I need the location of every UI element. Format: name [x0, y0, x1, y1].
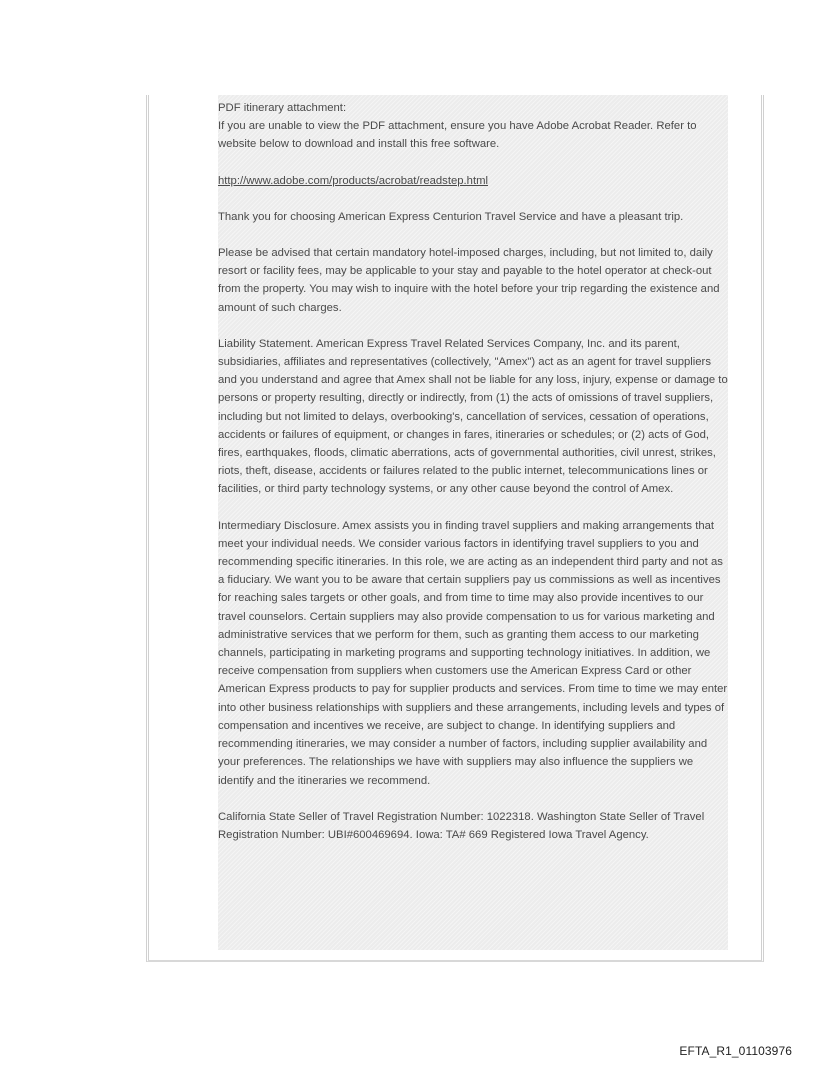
adobe-download-link[interactable]: http://www.adobe.com/products/acrobat/readstep.html [218, 174, 489, 187]
registration-numbers: California State Seller of Travel Registration Number: 1022318. Washington State Seller of Travel Registration Number: UBI#600469694. Iowa: TA# 669 Registered Iowa Travel Agency. [218, 810, 705, 841]
email-body [218, 95, 728, 950]
document-id: EFTA_R1_01103976 [679, 1044, 792, 1058]
pdf-attachment-heading: PDF itinerary attachment: [218, 102, 347, 114]
pdf-instructions: If you are unable to view the PDF attachment, ensure you have Adobe Acrobat Reader. Refer to website below to download and install this free software. [218, 120, 697, 151]
hotel-charges-notice: Please be advised that certain mandatory hotel-imposed charges, including, but not limited to, daily resort or facility fees, may be applicable to your stay and payable to the hotel operator at check-out from the property. You may wish to inquire with the hotel before your trip regarding the existence and amount of such charges. [218, 247, 720, 314]
intermediary-disclosure: Intermediary Disclosure. Amex assists you in finding travel suppliers and making arrangements that meet your individual needs. We consider various factors in identifying travel suppliers to you and recommending specific itineraries. In this role, we are acting as an independent third party and not as a fiduciary. We want you to be aware that certain suppliers pay us commissions as well as incentives for reaching sales targets or other goals, and from time to time may also provide incentives to our travel counselors. Certain suppliers may also provide compensation to us for various marketing and administrative services that we perform for them, such as granting them access to our marketing channels, participating in marketing programs and supporting technology initiatives. In addition, we receive compensation from suppliers when customers use the American Express Card or other American Express products to pay for supplier products and services. From time to time we may enter into other business relationships with suppliers and these arrangements, including levels and types of compensation and incentives we receive, are subject to change. In identifying suppliers and recommending itineraries, we may consider a number of factors, including supplier availability and your preferences. The relationships we have with suppliers may also influence the suppliers we identify and the itineraries we recommend. [218, 519, 728, 787]
liability-statement: Liability Statement. American Express Travel Related Services Company, Inc. and its parent, subsidiaries, affiliates and representatives (collectively, "Amex") act as an agent for travel suppliers and you understand and agree that Amex shall not be liable for any loss, injury, expense or damage to persons or property resulting, directly or indirectly, from (1) the acts of omissions of travel suppliers, including but not limited to delays, overbooking's, cancellation of services, cessation of operations, accidents or failures of equipment, or changes in fares, itineraries or schedules; or (2) acts of God, fires, earthquakes, floods, climatic aberrations, acts of governmental authorities, civil unrest, strikes, riots, theft, disease, accidents or failures related to the public internet, telecommunications lines or facilities, or third party technology systems, or any other cause beyond the control of Amex. [218, 337, 728, 496]
thank-you-text: Thank you for choosing American Express Centurion Travel Service and have a pleasant trip. [218, 210, 684, 223]
